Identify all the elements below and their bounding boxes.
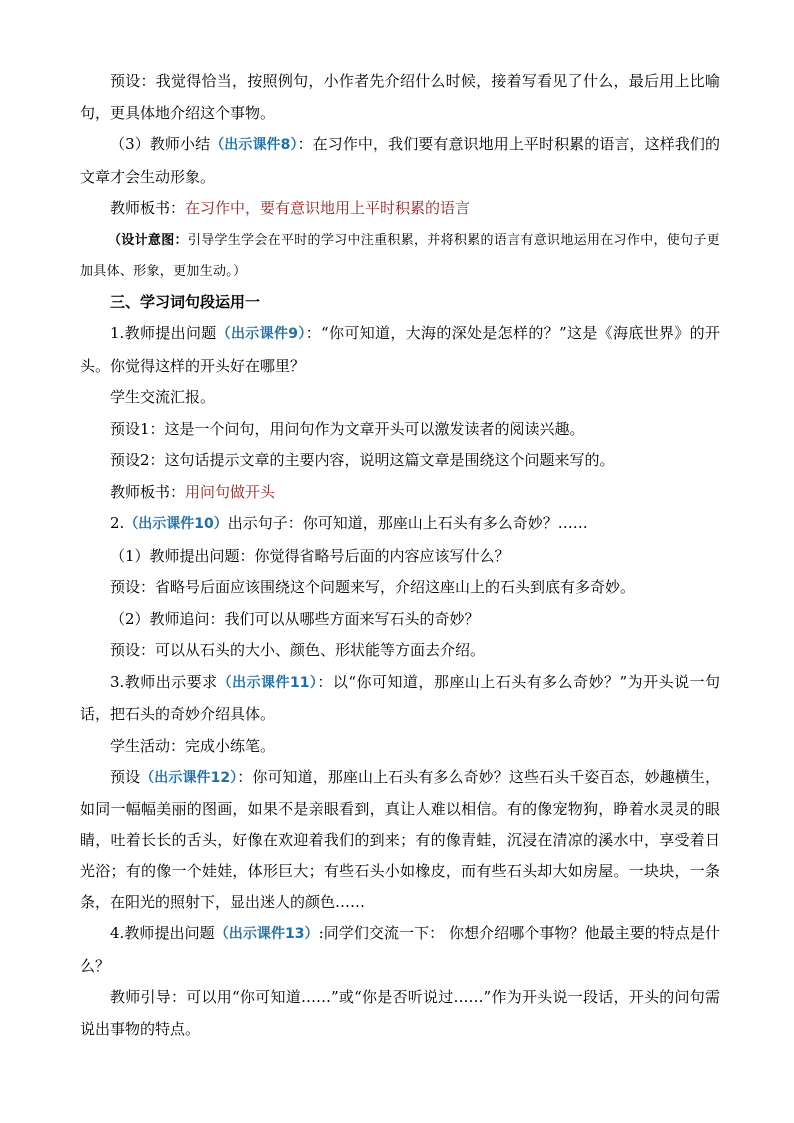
- courseware-ref-12: （出示课件12）: [140, 770, 238, 786]
- question-2-2: （2）教师追问：我们可以从哪些方面来写石头的奇妙？: [110, 609, 480, 628]
- board-content-2: 用问句做开头: [185, 482, 276, 501]
- question-2-body: 出示句子：你可知道，那座山上石头有多么奇妙？……: [227, 514, 588, 532]
- preset-3: [80, 762, 720, 918]
- courseware-ref-10: （出示课件10）: [124, 516, 228, 532]
- question-2-2-preset: 预设：可以从石头的大小、颜色、形状能等方面去介绍。: [110, 641, 486, 659]
- question-4-body: :同学们交流一下： 你想介绍哪个事物？他最主要的特点是什么？: [80, 924, 720, 975]
- courseware-ref-8: （出示课件8）: [210, 137, 298, 153]
- student-report: 学生交流汇报。: [110, 388, 216, 406]
- student-activity: 学生活动：完成小练笔。: [110, 736, 276, 755]
- board-label-2: 教师板书：: [110, 482, 186, 501]
- teacher-summary-paragraph: [80, 129, 720, 193]
- teacher-guide: 教师引导：可以用“你可知道……”或“你是否听说过……”作为开头说一段话，开头的问句需说出事物的特点。: [80, 988, 720, 1038]
- question-4-lead: 4.教师提出问题: [110, 924, 215, 942]
- question-2-1-preset: 预设：省略号后面应该围绕这个问题来写，介绍这座山上的石头到底有多奇妙。: [110, 578, 636, 596]
- courseware-ref-9: （出示课件9）: [216, 326, 306, 342]
- question-3-body: ：以“你可知道，那座山上石头有多么奇妙？”为开头说一句话，把石头的奇妙介绍具体。: [80, 672, 721, 723]
- design-intent-text: 引导学生学会在平时的学习中注重积累，并将积累的语言有意识地运用在习作中，使句子更加具体、形象，更加生动。）: [80, 232, 720, 279]
- preset-1: 预设1：这是一个问句，用问句作为文章开头可以激发读者的阅读兴趣。: [110, 419, 585, 438]
- board-content: 在习作中，要有意识地用上平时积累的语言: [185, 199, 471, 217]
- summary-lead: （3）教师小结: [110, 135, 211, 153]
- design-intent-label: （设计意图：: [108, 232, 188, 248]
- question-1: [80, 318, 720, 382]
- board-writing-1: [80, 193, 720, 225]
- courseware-ref-13: （出示课件13）: [214, 926, 319, 942]
- question-3-lead: 3.教师出示要求: [110, 672, 218, 691]
- board-writing-2: [80, 477, 720, 509]
- document-page: [80, 66, 720, 1045]
- preset-3-body: ：你可知道，那座山上石头有多么奇妙？这些石头千姿百态，妙趣横生，如同一幅幅美丽的图画，如果不是亲眼看到，真让人难以相信。有的像宠物狗，睁着水灵灵的眼睛，吐着长长的舌头，好像在欢迎着我们的到来；有的像青蛙，沉浸在清凉的溪水中，享受着日光浴；有的像一个娃娃，体形巨大；有些石头小如橡皮，而有些石头却大如房屋。一块块，一条条，在阳光的照射下，显出迷人的颜色……: [80, 768, 720, 911]
- question-2: [80, 508, 720, 541]
- question-4: [80, 918, 720, 982]
- preset-3-lead: 预设: [110, 768, 141, 786]
- question-3: [80, 667, 720, 731]
- summary-body: ：在习作中，我们要有意识地用上平时积累的语言，这样我们的文章才会生动形象。: [80, 135, 720, 186]
- question-2-lead: 2.: [110, 514, 125, 532]
- question-1-lead: 1.教师提出问题: [110, 324, 217, 342]
- question-1-body: ：“你可知道，大海的深处是怎样的？”这是《海底世界》的开头。你觉得这样的开头好在哪里？: [80, 324, 720, 375]
- preset-paragraph: 预设：我觉得恰当，按照例句，小作者先介绍什么时候，接着写看见了什么，最后用上比喻句，更具体地介绍这个事物。: [80, 72, 720, 122]
- section-heading: 三、学习词句段运用一: [110, 292, 261, 311]
- question-2-1: （1）教师提出问题：你觉得省略号后面的内容应该写什么？: [110, 546, 510, 565]
- courseware-ref-11: （出示课件11）: [217, 674, 318, 691]
- board-label: 教师板书：: [110, 199, 186, 217]
- preset-2: 预设2：这句话提示文章的主要内容，说明这篇文章是围绕这个问题来写的。: [110, 451, 615, 469]
- design-intent-note: [80, 225, 720, 287]
